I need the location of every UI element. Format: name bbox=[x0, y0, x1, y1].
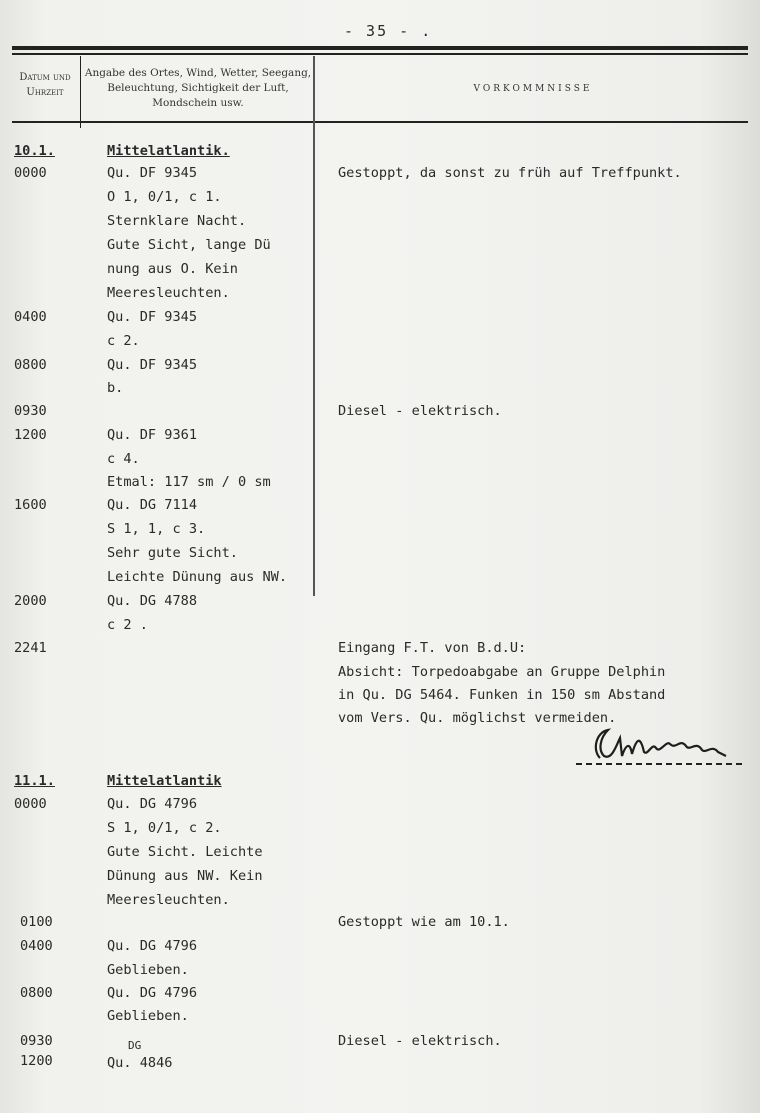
location-line: Etmal: 117 sm / 0 sm bbox=[107, 474, 271, 490]
top-rule-thin bbox=[12, 53, 748, 55]
header-location: Angabe des Ortes, Wind, Wetter, Seegang, Beleuchtung, Sichtigkeit der Luft, Mondschein usw. bbox=[84, 67, 312, 109]
time-entry: 0400 bbox=[20, 938, 53, 954]
location-line: Qu. DF 9345 bbox=[107, 165, 198, 181]
column-divider-2 bbox=[313, 56, 315, 596]
location-line: Gute Sicht, lange Dü bbox=[107, 237, 271, 253]
location-line: Dünung aus NW. Kein bbox=[107, 868, 263, 884]
page-number: - 35 - . bbox=[344, 22, 433, 40]
event-line: Gestoppt, da sonst zu früh auf Treffpunkt. bbox=[338, 165, 682, 181]
location-line: Gute Sicht. Leichte bbox=[107, 844, 263, 860]
location-line: Qu. DF 9345 bbox=[107, 309, 198, 325]
header-events: VORKOMMNISSE bbox=[473, 84, 593, 94]
column-divider-1 bbox=[80, 56, 81, 128]
location-line: Qu. DG 4796 bbox=[107, 938, 198, 954]
location-line: S 1, 0/1, c 2. bbox=[107, 820, 222, 836]
time-entry: 2241 bbox=[14, 640, 47, 656]
time-entry: 0400 bbox=[14, 309, 47, 325]
event-line: Eingang F.T. von B.d.U: bbox=[338, 640, 527, 656]
event-line: Gestoppt wie am 10.1. bbox=[338, 914, 510, 930]
event-line: Diesel - elektrisch. bbox=[338, 1033, 502, 1049]
location-line: Leichte Dünung aus NW. bbox=[107, 569, 288, 585]
location-line: Qu. DF 9345 bbox=[107, 357, 198, 373]
location-line: O 1, 0/1, c 1. bbox=[107, 189, 222, 205]
location-line: Qu. DG 4796 bbox=[107, 985, 198, 1001]
location-line: c 2. bbox=[107, 333, 140, 349]
location-line: Qu. DG 4788 bbox=[107, 593, 198, 609]
location-line: Sehr gute Sicht. bbox=[107, 545, 238, 561]
location-line: Meeresleuchten. bbox=[107, 892, 230, 908]
date-day-2: 11.1. bbox=[14, 773, 55, 789]
time-entry: 0800 bbox=[14, 357, 47, 373]
location-line: Sternklare Nacht. bbox=[107, 213, 247, 229]
time-entry: 1600 bbox=[14, 497, 47, 513]
location-day-1: Mittelatlantik. bbox=[107, 143, 230, 159]
event-line: Diesel - elektrisch. bbox=[338, 403, 502, 419]
header-bottom-rule bbox=[12, 121, 748, 123]
time-entry: 1200 bbox=[14, 427, 47, 443]
location-day-2: Mittelatlantik bbox=[107, 773, 222, 789]
location-line: Qu. DG 4796 bbox=[107, 796, 198, 812]
location-line: c 4. bbox=[107, 451, 140, 467]
location-line: Geblieben. bbox=[107, 1008, 189, 1024]
location-line: Qu. DG 7114 bbox=[107, 497, 198, 513]
location-line: nung aus O. Kein bbox=[107, 261, 238, 277]
location-line: Meeresleuchten. bbox=[107, 285, 230, 301]
time-entry: 0930 bbox=[20, 1033, 53, 1049]
event-line: vom Vers. Qu. möglichst vermeiden. bbox=[338, 710, 617, 726]
time-entry: 2000 bbox=[14, 593, 47, 609]
location-line: Geblieben. bbox=[107, 962, 189, 978]
location-line: S 1, 1, c 3. bbox=[107, 521, 206, 537]
time-entry: 0000 bbox=[14, 796, 47, 812]
top-rule bbox=[12, 46, 748, 50]
location-line: b. bbox=[107, 380, 124, 396]
time-entry: 1200 bbox=[20, 1053, 53, 1069]
time-entry: 0000 bbox=[14, 165, 47, 181]
header-date-time: Datum und Uhrzeit bbox=[19, 72, 71, 98]
time-entry: 0800 bbox=[20, 985, 53, 1001]
event-line: in Qu. DG 5464. Funken in 150 sm Abstand bbox=[338, 687, 666, 703]
location-line: Qu. 4846 bbox=[107, 1055, 173, 1071]
time-entry: 0100 bbox=[20, 914, 53, 930]
date-day-1: 10.1. bbox=[14, 143, 55, 159]
time-entry: 0930 bbox=[14, 403, 47, 419]
signature-dashed-line bbox=[576, 763, 742, 765]
event-line: Absicht: Torpedoabgabe an Gruppe Delphin bbox=[338, 664, 666, 680]
location-line: c 2 . bbox=[107, 617, 148, 633]
location-line: Qu. DF 9361 bbox=[107, 427, 198, 443]
handwritten-note: DG bbox=[128, 1039, 142, 1052]
